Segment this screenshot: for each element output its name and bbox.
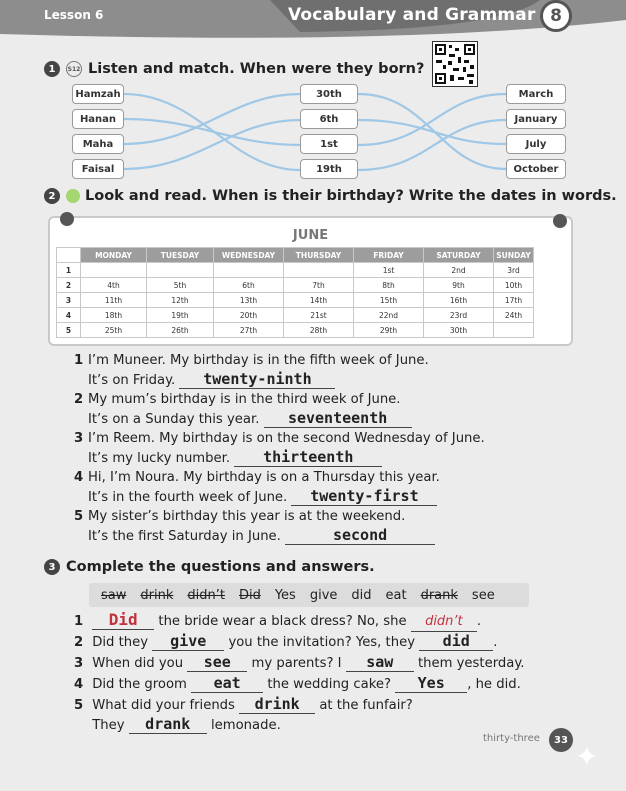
question-3 bbox=[74, 653, 524, 673]
item-number: 3 bbox=[74, 431, 84, 446]
calendar-day-cell: 21st bbox=[284, 308, 354, 323]
calendar-day-cell: 30th bbox=[424, 323, 494, 338]
birthday-item bbox=[74, 508, 435, 546]
match-month[interactable]: July bbox=[506, 134, 566, 154]
calendar-header-cell: FRIDAY bbox=[354, 248, 424, 263]
section-number: 2 bbox=[44, 188, 60, 204]
question-text: you the invitation? Yes, they bbox=[228, 635, 416, 650]
section-3-heading bbox=[44, 559, 375, 575]
answer-blank[interactable]: thirteenth bbox=[234, 448, 382, 467]
match-name-faisal[interactable]: Faisal bbox=[72, 159, 124, 179]
match-name-hanan[interactable]: Hanan bbox=[72, 109, 124, 129]
calendar-day-cell: 13th bbox=[214, 293, 284, 308]
calendar-day-cell: 26th bbox=[147, 323, 214, 338]
word-bank-word: give bbox=[309, 587, 338, 603]
item-number: 2 bbox=[74, 392, 84, 407]
question-text: my parents? I bbox=[251, 656, 342, 671]
item-number: 1 bbox=[74, 353, 84, 368]
calendar-day-cell: 28th bbox=[284, 323, 354, 338]
question-1 bbox=[74, 611, 481, 632]
question-number: 2 bbox=[74, 635, 84, 650]
word-bank-word: saw bbox=[101, 587, 127, 603]
calendar-day-cell: 15th bbox=[354, 293, 424, 308]
question-text: at the funfair? bbox=[319, 698, 413, 713]
item-number: 4 bbox=[74, 470, 84, 485]
question-text: Did they bbox=[92, 635, 149, 650]
item-sentence: Hi, I’m Noura. My birthday is on a Thursday this year. bbox=[88, 470, 440, 485]
item-sentence: My mum’s birthday is in the third week of June. bbox=[88, 392, 401, 407]
item-sentence: It’s on Friday. bbox=[88, 373, 176, 388]
calendar-corner bbox=[57, 248, 81, 263]
answer-blank[interactable]: did bbox=[419, 632, 493, 651]
week-number: 2 bbox=[57, 278, 81, 293]
lesson-label: Lesson 6 bbox=[44, 8, 104, 22]
question-text: Did the groom bbox=[92, 677, 187, 692]
audio-icon[interactable]: S12 bbox=[66, 61, 82, 77]
calendar-day-cell: 24th bbox=[494, 308, 534, 323]
answer-blank[interactable]: twenty-ninth bbox=[179, 370, 335, 389]
unit-number-badge: 8 bbox=[540, 0, 572, 32]
calendar-day-cell: 25th bbox=[81, 323, 147, 338]
question-text: . bbox=[476, 614, 482, 629]
item-sentence: I’m Muneer. My birthday is in the fifth week of June. bbox=[88, 353, 429, 368]
calendar-day-cell: 4th bbox=[81, 278, 147, 293]
question-text: What did your friends bbox=[92, 698, 235, 713]
item-sentence: My sister’s birthday this year is at the weekend. bbox=[88, 509, 406, 524]
item-sentence: It’s in the fourth week of June. bbox=[88, 490, 288, 505]
question-number: 5 bbox=[74, 698, 84, 713]
answer-blank[interactable]: second bbox=[285, 526, 435, 545]
question-number: 1 bbox=[74, 614, 84, 629]
birthday-item bbox=[74, 469, 440, 507]
match-name-hamzah[interactable]: Hamzah bbox=[72, 84, 124, 104]
pin-icon bbox=[553, 214, 567, 228]
question-text: the bride wear a black dress? No, she bbox=[158, 614, 407, 629]
section-1-instruction: Listen and match. When were they born? bbox=[88, 61, 425, 77]
calendar-header-cell: WEDNESDAY bbox=[214, 248, 284, 263]
calendar-header-cell: THURSDAY bbox=[284, 248, 354, 263]
calendar-day-cell: 27th bbox=[214, 323, 284, 338]
question-5 bbox=[74, 695, 413, 735]
calendar-title: JUNE bbox=[292, 228, 329, 243]
word-bank-word: Did bbox=[238, 587, 261, 603]
item-sentence: It’s the first Saturday in June. bbox=[88, 529, 281, 544]
word-bank-word: eat bbox=[385, 587, 407, 603]
birthday-item bbox=[74, 352, 429, 390]
word-bank-word: drink bbox=[140, 587, 174, 603]
answer-blank[interactable]: Yes bbox=[395, 674, 467, 693]
sparkle-icon: ✦ bbox=[575, 740, 599, 773]
page-number-badge: 33 bbox=[549, 728, 573, 752]
section-2-heading bbox=[44, 188, 617, 204]
calendar-week-row bbox=[57, 263, 534, 278]
calendar-table bbox=[56, 247, 534, 338]
question-number: 4 bbox=[74, 677, 84, 692]
week-number: 4 bbox=[57, 308, 81, 323]
word-bank bbox=[89, 583, 529, 607]
section-number: 3 bbox=[44, 559, 60, 575]
calendar-day-cell: 1st bbox=[354, 263, 424, 278]
calendar-week-row bbox=[57, 323, 534, 338]
answer-blank[interactable]: twenty-first bbox=[291, 487, 437, 506]
calendar-day-cell: 22nd bbox=[354, 308, 424, 323]
calendar-day-cell: 18th bbox=[81, 308, 147, 323]
match-day[interactable]: 6th bbox=[300, 109, 358, 129]
calendar-header-cell: SUNDAY bbox=[494, 248, 534, 263]
calendar-day-cell: 7th bbox=[284, 278, 354, 293]
answer-blank[interactable]: seventeenth bbox=[264, 409, 412, 428]
calendar-day-cell bbox=[494, 323, 534, 338]
calendar-header-cell: MONDAY bbox=[81, 248, 147, 263]
item-sentence: I’m Reem. My birthday is on the second Wednesday of June. bbox=[88, 431, 485, 446]
week-number: 5 bbox=[57, 323, 81, 338]
question-2 bbox=[74, 632, 497, 652]
item-sentence: It’s on a Sunday this year. bbox=[88, 412, 260, 427]
calendar-day-cell: 3rd bbox=[494, 263, 534, 278]
birthday-item bbox=[74, 391, 412, 429]
birthday-item bbox=[74, 430, 485, 468]
calendar-day-cell: 23rd bbox=[424, 308, 494, 323]
week-number: 1 bbox=[57, 263, 81, 278]
item-sentence: It’s my lucky number. bbox=[88, 451, 231, 466]
word-bank-word: see bbox=[471, 587, 495, 603]
calendar-day-cell: 16th bbox=[424, 293, 494, 308]
question-text: the wedding cake? bbox=[267, 677, 391, 692]
match-month[interactable]: October bbox=[506, 159, 566, 179]
answer-blank[interactable]: drink bbox=[239, 695, 315, 714]
word-bank-word: drank bbox=[420, 587, 458, 603]
calendar-day-cell: 19th bbox=[147, 308, 214, 323]
calendar-day-cell: 11th bbox=[81, 293, 147, 308]
calendar-header-cell: SATURDAY bbox=[424, 248, 494, 263]
calendar-day-cell: 14th bbox=[284, 293, 354, 308]
calendar-day-cell: 8th bbox=[354, 278, 424, 293]
question-text: lemonade. bbox=[210, 718, 281, 733]
item-number: 5 bbox=[74, 509, 84, 524]
question-4 bbox=[74, 674, 521, 694]
week-number: 3 bbox=[57, 293, 81, 308]
answer-blank[interactable]: Did bbox=[92, 611, 154, 630]
calendar-week-row bbox=[57, 308, 534, 323]
match-name-maha[interactable]: Maha bbox=[72, 134, 124, 154]
match-day[interactable]: 19th bbox=[300, 159, 358, 179]
pin-icon bbox=[60, 212, 74, 226]
answer-blank[interactable]: see bbox=[187, 653, 247, 672]
question-text: When did you bbox=[92, 656, 184, 671]
section-number: 1 bbox=[44, 61, 60, 77]
calendar-day-cell: 6th bbox=[214, 278, 284, 293]
calendar-day-cell: 29th bbox=[354, 323, 424, 338]
question-text: They bbox=[92, 718, 125, 733]
calendar-day-cell: 17th bbox=[494, 293, 534, 308]
calendar-day-cell: 12th bbox=[147, 293, 214, 308]
match-day[interactable]: 1st bbox=[300, 134, 358, 154]
page-number-words: thirty-three bbox=[483, 733, 540, 744]
answer-blank[interactable]: saw bbox=[346, 653, 414, 672]
match-day[interactable]: 30th bbox=[300, 84, 358, 104]
calendar-card bbox=[48, 216, 573, 346]
question-number: 3 bbox=[74, 656, 84, 671]
calendar-day-cell: 2nd bbox=[424, 263, 494, 278]
word-bank-word: Yes bbox=[274, 587, 296, 603]
section-2-instruction: Look and read. When is their birthday? Write the dates in words. bbox=[85, 188, 617, 204]
question-text: them yesterday. bbox=[417, 656, 525, 671]
question-text: , he did. bbox=[467, 677, 521, 692]
answer-blank[interactable]: give bbox=[152, 632, 224, 651]
lightbulb-icon bbox=[66, 189, 80, 203]
calendar-week-row bbox=[57, 278, 534, 293]
match-month[interactable]: March bbox=[506, 84, 566, 104]
calendar-day-cell bbox=[147, 263, 214, 278]
question-text: . bbox=[493, 635, 498, 650]
word-bank-word: did bbox=[351, 587, 372, 603]
calendar-day-cell: 10th bbox=[494, 278, 534, 293]
calendar-day-cell: 5th bbox=[147, 278, 214, 293]
calendar-day-cell: 9th bbox=[424, 278, 494, 293]
calendar-day-cell bbox=[81, 263, 147, 278]
answer-blank[interactable]: eat bbox=[191, 674, 263, 693]
calendar-week-row bbox=[57, 293, 534, 308]
calendar-header-cell: TUESDAY bbox=[147, 248, 214, 263]
page-title: Vocabulary and Grammar bbox=[288, 5, 536, 25]
word-bank-word: didn’t bbox=[187, 587, 225, 603]
match-month[interactable]: January bbox=[506, 109, 566, 129]
calendar-day-cell bbox=[214, 263, 284, 278]
answer-blank[interactable]: drank bbox=[129, 715, 207, 734]
calendar-day-cell: 20th bbox=[214, 308, 284, 323]
section-3-instruction: Complete the questions and answers. bbox=[66, 559, 375, 575]
calendar-day-cell bbox=[284, 263, 354, 278]
answer-blank[interactable]: didn’t bbox=[411, 613, 477, 632]
